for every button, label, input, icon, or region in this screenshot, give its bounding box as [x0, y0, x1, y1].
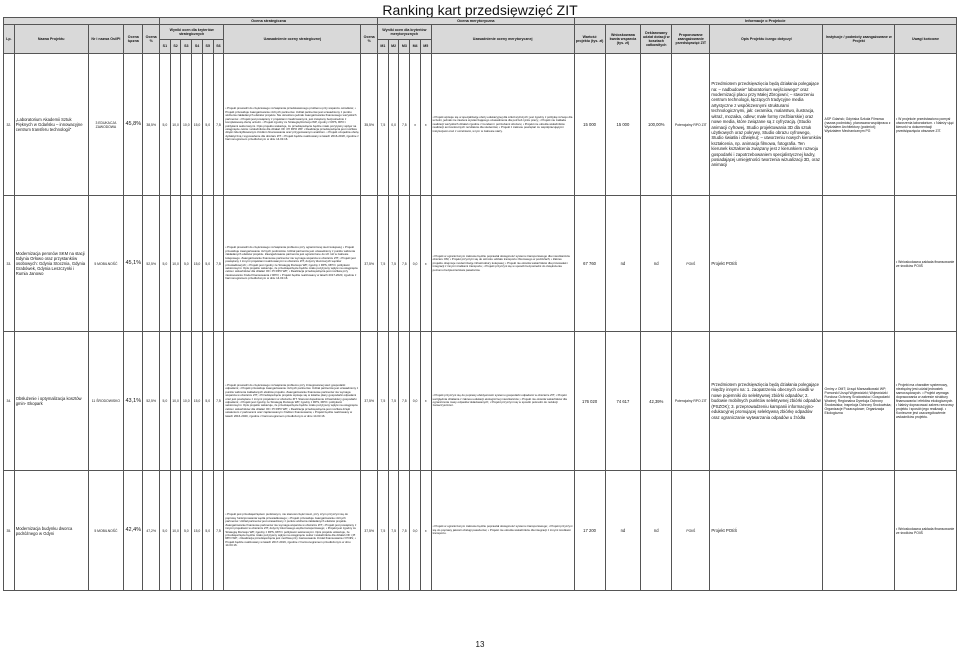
- header-blank: [4, 18, 160, 25]
- header-scope: Opis Projektu /czego dotyczy/: [710, 25, 823, 54]
- cell-notes: • Projekt ma charakter systemowy, niezbędny jest udział jednostek samorządowych. • Projekt wymaga dopracowania w zakresie struktury finansowania i efektów ekologicznych. • Należy dopracować zakres rzeczowy projektu i sposób jego realizacji. • Konieczne jest uszczegółowienie wskaźników projektu.: [894, 332, 956, 471]
- cell-m4: 0,0: [410, 196, 421, 332]
- cell-support: 74 617: [605, 332, 641, 471]
- header-support: Wnioskowana kwota wsparcia (tys. zł): [605, 25, 641, 54]
- cell-m5: x: [420, 471, 431, 591]
- cell-nr: 11 ŚRODOWISKO: [88, 332, 124, 471]
- table-row: [4, 332, 957, 471]
- cell-str-just: • Projekt prowadzi do częściowego rozwiązania problemu przy zintegrowanej sieci gospodarki odpadami; • Projekt przewiduje zaangażowanie różnych partnerów. Udział partnerów jest uzasadniony z punktu widzenia zakładanych efektów projektu. Zaangażowanie finansowe partnerów nie wymaga wsparcia w obszarze ZIT; • Przedsięwzięcie projektu wpisuje się w lokalne plany gospodarki odpadami oraz jest powiązane z innymi projektami w obszarze ZIT. Stanowi dopełnienie infrastruktury gospodarki odpadami; • Projekt jest zgodny ze Strategią Rozwoju WP, zgodny z RPS, RPO i politykami sektorowymi. Opis projektu wskazuje, że przedsięwzięcie będzie miało pozytywny wpływ na osiągnięcie celów i wskaźników dla działań OF i PI RPO WP; • Realizacja przedsięwzięcia jest możliwa dzięki ustaleniom z partnerami oraz zaplanowanym źródłom finansowania; • Projekt będzie realizowany w latach 2016-2020, zgodnie z harmonogramem przedłożonym w dniu 14.03.16.: [224, 332, 361, 471]
- cell-m3: 7,5: [399, 54, 410, 196]
- header-partners: Instytucje / podmioty zaangażowane w Projekt: [823, 25, 894, 54]
- cell-str-pct: 52,5%: [143, 196, 160, 332]
- cell-partners: [823, 471, 894, 591]
- cell-support: nd: [605, 471, 641, 591]
- header-s5: S5: [202, 40, 213, 54]
- cell-m1: 7,5: [378, 332, 389, 471]
- cell-share: nd: [641, 471, 672, 591]
- cell-nr: 5 MOBILNOŚĆ: [88, 471, 124, 591]
- header-s4: S4: [192, 40, 203, 54]
- cell-str-just: • Projekt prowadzi do częściowego rozwiązania przedstawionego problemu przy wsparciu ośrodków; • Projekt przewiduje zaangażowanie różnych partnerów. Udział partnerów jest uzasadniony z punktu widzenia zakładanych efektów projektu. Nie określono jednak zaangażowania finansowego wszystkich partnerów. • Projekt jest powiązany z projektami zrealizowanymi, jest związany bezpośrednio z kompleksową ofertą uczelni. • Projekt zgodny ze Strategią Rozwoju WP, zgodny z RPS, RPO i politykami sektorowymi. Opis projektu wskazuje, że przedsięwzięcie będzie miało pozytywny wpływ na osiągnięcie celów i wskaźników dla działań OF i PI RPO WP. • Realizacja przedsięwzięcia jest możliwa dzięki zidentyfikowanym źródłom finansowania oraz przygotowanym analizom. • Projekt uzupełnia ofertę dydaktyczną i wyposażenie dla obszaru ZIT. • Projekt będzie realizowany w latach 2016-2018, zgodnie z harmonogramem przedłożonym w dniu 14.03.16.: [224, 54, 361, 196]
- cell-s4: 15,0: [192, 332, 203, 471]
- header-str-just: Uzasadnienie oceny strategicznej: [224, 25, 361, 54]
- header-group-info: Informacje o Projekcie: [574, 18, 956, 25]
- cell-s4: 15,0: [192, 54, 203, 196]
- header-str-scores: Wyniki ocen dla kryteriów strategicznych: [160, 25, 224, 40]
- cell-m2: 7,5: [388, 471, 399, 591]
- cell-lp: 33.: [4, 196, 15, 332]
- cell-s5: 5,0: [202, 54, 213, 196]
- cell-s1: 5,0: [160, 54, 171, 196]
- header-s1: S1: [160, 40, 171, 54]
- header-value: Wartość projektu (tys. zł): [574, 25, 605, 54]
- cell-lp: 32.: [4, 54, 15, 196]
- cell-total: 45,1%: [124, 196, 143, 332]
- cell-mer-pct: 37,5%: [361, 196, 378, 332]
- cell-s5: 5,0: [202, 196, 213, 332]
- cell-nr: 5 MOBILNOŚĆ: [88, 196, 124, 332]
- header-nr: Nr i nazwa Osi/PI: [88, 25, 124, 54]
- cell-m5: x: [420, 54, 431, 196]
- header-notes: Uwagi końcowe: [894, 25, 956, 54]
- cell-support: 15 000: [605, 54, 641, 196]
- header-s3: S3: [181, 40, 192, 54]
- cell-s2: 10,0: [170, 54, 181, 196]
- header-group-strategic: Ocena strategiczna: [160, 18, 378, 25]
- cell-m5: x: [420, 196, 431, 332]
- cell-m4: x: [410, 54, 421, 196]
- cell-m3: 7,5: [399, 471, 410, 591]
- header-m5: M5: [420, 40, 431, 54]
- cell-mer-just: • Projekt w ograniczonym zakresie będzie poprawiał dostępność systemu transportowego; • Projekt przyczyni się do poprawy jakości obsługi pasażerów; • Projekt nie określa wskaźników dla integracji z innymi środkami transportu.: [431, 471, 574, 591]
- cell-s3: 10,0: [181, 54, 192, 196]
- cell-m1: 7,5: [378, 471, 389, 591]
- cell-m1: 7,5: [378, 196, 389, 332]
- cell-scope: Projekt POIiŚ: [710, 196, 823, 332]
- cell-source: Potencjalny RPO ZIT: [672, 332, 710, 471]
- table-row: [4, 471, 957, 591]
- cell-scope: Projekt POIiŚ: [710, 471, 823, 591]
- header-mer-just: Uzasadnienie oceny merytorycznej: [431, 25, 574, 54]
- header-s2: S2: [170, 40, 181, 54]
- cell-support: nd: [605, 196, 641, 332]
- header-total: Ocena łączna: [124, 25, 143, 54]
- cell-source: POIiŚ: [672, 471, 710, 591]
- cell-share: 100,00%: [641, 54, 672, 196]
- cell-s6: 7,5: [213, 196, 224, 332]
- cell-lp: 34.: [4, 332, 15, 471]
- cell-mer-pct: 37,5%: [361, 471, 378, 591]
- cell-notes: • W projekcie przedstawiono pomysł utworzenia laboratorium. • Należy ująć kierunki w dokumentacji przedsięwzięcia obszarze ZIT.: [894, 54, 956, 196]
- cell-total: 43,1%: [124, 332, 143, 471]
- cell-total: 42,4%: [124, 471, 143, 591]
- cell-partners: ASP Gdańsk; Gdyńska Szkoła Filmowa (nazwa podmiotu); planowana współpraca z Wydziałem Architektury (podmiot); Wydziałem Mechanicznym PG: [823, 54, 894, 196]
- cell-notes: • Wnioskodawca zakłada finansowanie ze środków POIiŚ: [894, 196, 956, 332]
- cell-str-just: • Projekt jest przedsięwzięciem punktowym, nie stanowi części sieci, przy czym przyczyni się do poprawy funkcjonowania węzła przesiadkowego; • Projekt przewiduje zaangażowanie różnych partnerów. Udział partnerów jest uzasadniony z punktu widzenia zakładanych efektów projektu. Zaangażowanie finansowe partnerów nie wymaga wsparcia w obszarze ZIT; • Projekt jest powiązany z innymi projektami w obszarze ZIT, dotyczy kluczowego węzła transportowego; • Projekt jest zgodny ze Strategią Rozwoju WP, zgodny z RPS, RPO i politykami sektorowymi. Opis projektu wskazuje, że przedsięwzięcie będzie miało pozytywny wpływ na osiągnięcie celów i wskaźników dla działań OF i PI RPO WP; • Realizacja przedsięwzięcia jest możliwa przy zastosowaniu źródeł finansowania z POIiŚ; • Projekt będzie realizowany w latach 2017-2019, zgodnie z harmonogramem przedłożonym w dniu 14.03.16.: [224, 471, 361, 591]
- cell-s5: 5,0: [202, 471, 213, 591]
- cell-value: 17 200: [574, 471, 605, 591]
- cell-mer-just: • Projekt wpisuje się w specjalizację oferty edukacyjnej dla szkół wyższych; jest zgodny z polityką rozwoju dla uczelni, jednak nie zawiera wystarczającego uzasadnienia dla potrzeb rynku pracy; • Projekt nie zakłada realizacji wszystkich działań zgodnie z trendami i potrzebami obszaru; • Projekt nie określa wskaźników realizacji ani konkretnych rezultatów dla studentów; • Projekt z zakresu powiązań ze współpracującymi instytucjami oraz z uczelniami, w tym w zakresie staży.: [431, 54, 574, 196]
- cell-mer-just: • Projekt przyczyni się do poprawy efektywności systemu gospodarki odpadami w obszarze ZIT; • Projekt uwzględnia działania z zakresu edukacji ekologicznej mieszkańców; • Projekt nie określa wskaźników dla ograniczenia masy odpadów składowanych; • Projekt przyczyni się w sposób pośredni do redukcji zanieczyszczeń.: [431, 332, 574, 471]
- cell-mer-just: • Projekt w ograniczonym zakresie będzie poprawiał dostępność systemu transportowego dla mieszkańców obszaru OM; • Projekt przyczyni się do wzrostu udziału transportu zbiorowego w podróżach; • Zakres projektu obejmuje modernizację infrastruktury kolejowej; • Projekt nie określa wskaźników dla przesiadek i integracji z innymi środkami transportu; • Projekt przyczyni się w sposób bezpośredni do zwiększenia poziomu bezpieczeństwa pasażerów.: [431, 196, 574, 332]
- cell-s3: 10,0: [181, 332, 192, 471]
- cell-str-pct: 52,5%: [143, 332, 160, 471]
- cell-s4: 15,0: [192, 196, 203, 332]
- cell-s6: 7,5: [213, 54, 224, 196]
- cell-value: 176 020: [574, 332, 605, 471]
- cell-share: 42,39%: [641, 332, 672, 471]
- cell-name: Obsłużenie i optymalizacja kosztów gmin- Ekopark: [14, 332, 88, 471]
- cell-partners: [823, 196, 894, 332]
- cell-name: Modernizacja budynku dworca podróżnego w Gdyni: [14, 471, 88, 591]
- cell-mer-pct: 35,5%: [361, 54, 378, 196]
- header-m3: M3: [399, 40, 410, 54]
- header-str-pct: Ocena %: [143, 25, 160, 54]
- header-m4: M4: [410, 40, 421, 54]
- cell-s4: 15,0: [192, 471, 203, 591]
- header-lp: Lp.: [4, 25, 15, 54]
- cell-source: POIiŚ: [672, 196, 710, 332]
- cell-s2: 10,0: [170, 332, 181, 471]
- cell-source: Potencjalny RPO ZIT: [672, 54, 710, 196]
- header-source: Proponowane zaangażowanie przedsięwzięć ZIT: [672, 25, 710, 54]
- ranking-table: [3, 17, 957, 591]
- cell-m2: 7,5: [388, 196, 399, 332]
- header-mer-scores: Wyniki ocen dla kryteriów merytorycznych: [378, 25, 432, 40]
- cell-s3: 5,0: [181, 196, 192, 332]
- cell-s1: 5,0: [160, 196, 171, 332]
- header-mer-pct: Ocena %: [361, 25, 378, 54]
- cell-str-pct: 38,5%: [143, 54, 160, 196]
- cell-value: 15 000: [574, 54, 605, 196]
- cell-str-just: • Projekt prowadzi do częściowego rozwiązania problemu przy ograniczonej sieci kolejowej; • Projekt przewiduje zaangażowanie różnych podmiotów. Udział partnerów jest uzasadniony z punktu widzenia zakładanych efektów projektu. Zaangażowanie partnerów jest ograniczone do ich roli w zakresie kolejowego. Zaangażowanie finansowe partnerów nie wymaga wsparcia w obszarze ZIT; • Projekt jest powiązany z innymi projektami realizowanymi w obszarze ZIT, dotyczy kluczowych węzłów przesiadkowych; • Projekt jest zgodny ze Strategią Rozwoju WP, zgodny z RPS, RPO i politykami sektorowymi. Opis projektu wskazuje, że przedsięwzięcie będzie miało pozytywny wpływ na osiągnięcie celów i wskaźników dla działań OF i PI RPO WP; • Realizacja przedsięwzięcia jest możliwa przy zastosowaniu źródeł finansowania z RPO; • Projekt będzie realizowany w latach 2017-2020, zgodnie z harmonogramem przedłożonym w dniu 14.03.16.: [224, 196, 361, 332]
- cell-str-pct: 47,2%: [143, 471, 160, 591]
- cell-m3: 7,5: [399, 332, 410, 471]
- cell-m1: 7,5: [378, 54, 389, 196]
- cell-name: Modernizacja peronów SKM na stacji Gdynia Orłowo oraz przystanków osobowych: Gdynia Stocznia, Gdynia Grabówek, Gdynia Leszczynki i Rumia Janowo: [14, 196, 88, 332]
- cell-s1: 5,0: [160, 471, 171, 591]
- cell-nr: 3 EDUKACJA ZAWODOWA: [88, 54, 124, 196]
- cell-scope: Przedmiotem przedsięwzięcia będą działania polegające między innymi na: 1. zaopatrzeniu obecnych osiedli w nowe pojemniki do selektywnej zbiórki odpadów; 2. budowie mobilnych punktów selektywnej zbiórki odpadów (PSZOK); 3. przeprowadzeniu kampanii informacyjno-edukacyjnej promującej selektywną zbiórkę odpadów oraz ograniczanie wytwarzania odpadów u źródła: [710, 332, 823, 471]
- cell-name: „Laboratorium Akademii Sztuk Pięknych w Gdańsku – innowacyjne centrum transferu technologii": [14, 54, 88, 196]
- cell-s2: 10,0: [170, 196, 181, 332]
- cell-m2: 0,0: [388, 54, 399, 196]
- page-number: 13: [475, 640, 485, 649]
- cell-m4: 0,0: [410, 332, 421, 471]
- cell-lp: 35.: [4, 471, 15, 591]
- cell-value: 67 760: [574, 196, 605, 332]
- cell-s1: 5,0: [160, 332, 171, 471]
- cell-share: nd: [641, 196, 672, 332]
- cell-mer-pct: 37,5%: [361, 332, 378, 471]
- cell-partners: Gminy z OMT; Urząd Marszałkowski WP; Pomorski Urząd Wojewódzki; Wojewódzki Fundusz Ochrony Środowiska i Gospodarki Wodnej; Regionalna Dyrekcja Ochrony Środowiska; Inspekcja Ochrony Środowiska; Organizacje Pozarządowe; Organizacja Ekologiczna: [823, 332, 894, 471]
- header-group-merit: Ocena merytoryczna: [378, 18, 575, 25]
- cell-total: 45,8%: [124, 54, 143, 196]
- cell-m4: 0,0: [410, 471, 421, 591]
- cell-m2: 7,5: [388, 332, 399, 471]
- table-row: [4, 54, 957, 196]
- header-share: Deklarowany udział dotacji w kosztach całkowitych: [641, 25, 672, 54]
- cell-s2: 10,0: [170, 471, 181, 591]
- cell-s5: 5,0: [202, 332, 213, 471]
- table-row: [4, 196, 957, 332]
- cell-m3: 7,5: [399, 196, 410, 332]
- header-m2: M2: [388, 40, 399, 54]
- header-m1: M1: [378, 40, 389, 54]
- page-title: Ranking kart przedsięwzięć ZIT: [382, 2, 578, 18]
- cell-s3: 5,0: [181, 471, 192, 591]
- header-name: Nazwa Projektu: [14, 25, 88, 54]
- header-s6: S6: [213, 40, 224, 54]
- cell-m5: x: [420, 332, 431, 471]
- cell-scope: Przedmiotem przedsięwzięcia będą działania polegające na: – nadbudowie" laboratorium wejściowego" oraz modernizacji placu przy Małej Zbrojowni; – stworzeniu centrum technologii, łączących tradycyjne media artystyczne z współczesnymi strukturami technologicznymi, jak: ceramika, malarstwo, ilustracja, witraż, mozaika, odlew; małe formy rzeźbiarskie) oraz nowe media, które związane są z cyfryzacją. (Studio animacji cyfrowej, Studio projektowania 3D dla sztuk użytkowych oraz pokrywy, Studio obrazu cyfrowego, Studio światła i dźwięku); – utworzeniu nowych kierunków kształcenia, np. animacja filmowa, fotografia. Ten kierunek kształcenia związany jest z kierunkiem rozwoju gospodarki i zapotrzebowaniem specjalistycznej kadry, posiadającej umiejętności tworzenia wizualizacji 3D, oraz animacji: [710, 54, 823, 196]
- cell-notes: • Wnioskodawca zakłada finansowanie ze środków POIiŚ: [894, 471, 956, 591]
- cell-s6: 7,5: [213, 332, 224, 471]
- cell-s6: 7,5: [213, 471, 224, 591]
